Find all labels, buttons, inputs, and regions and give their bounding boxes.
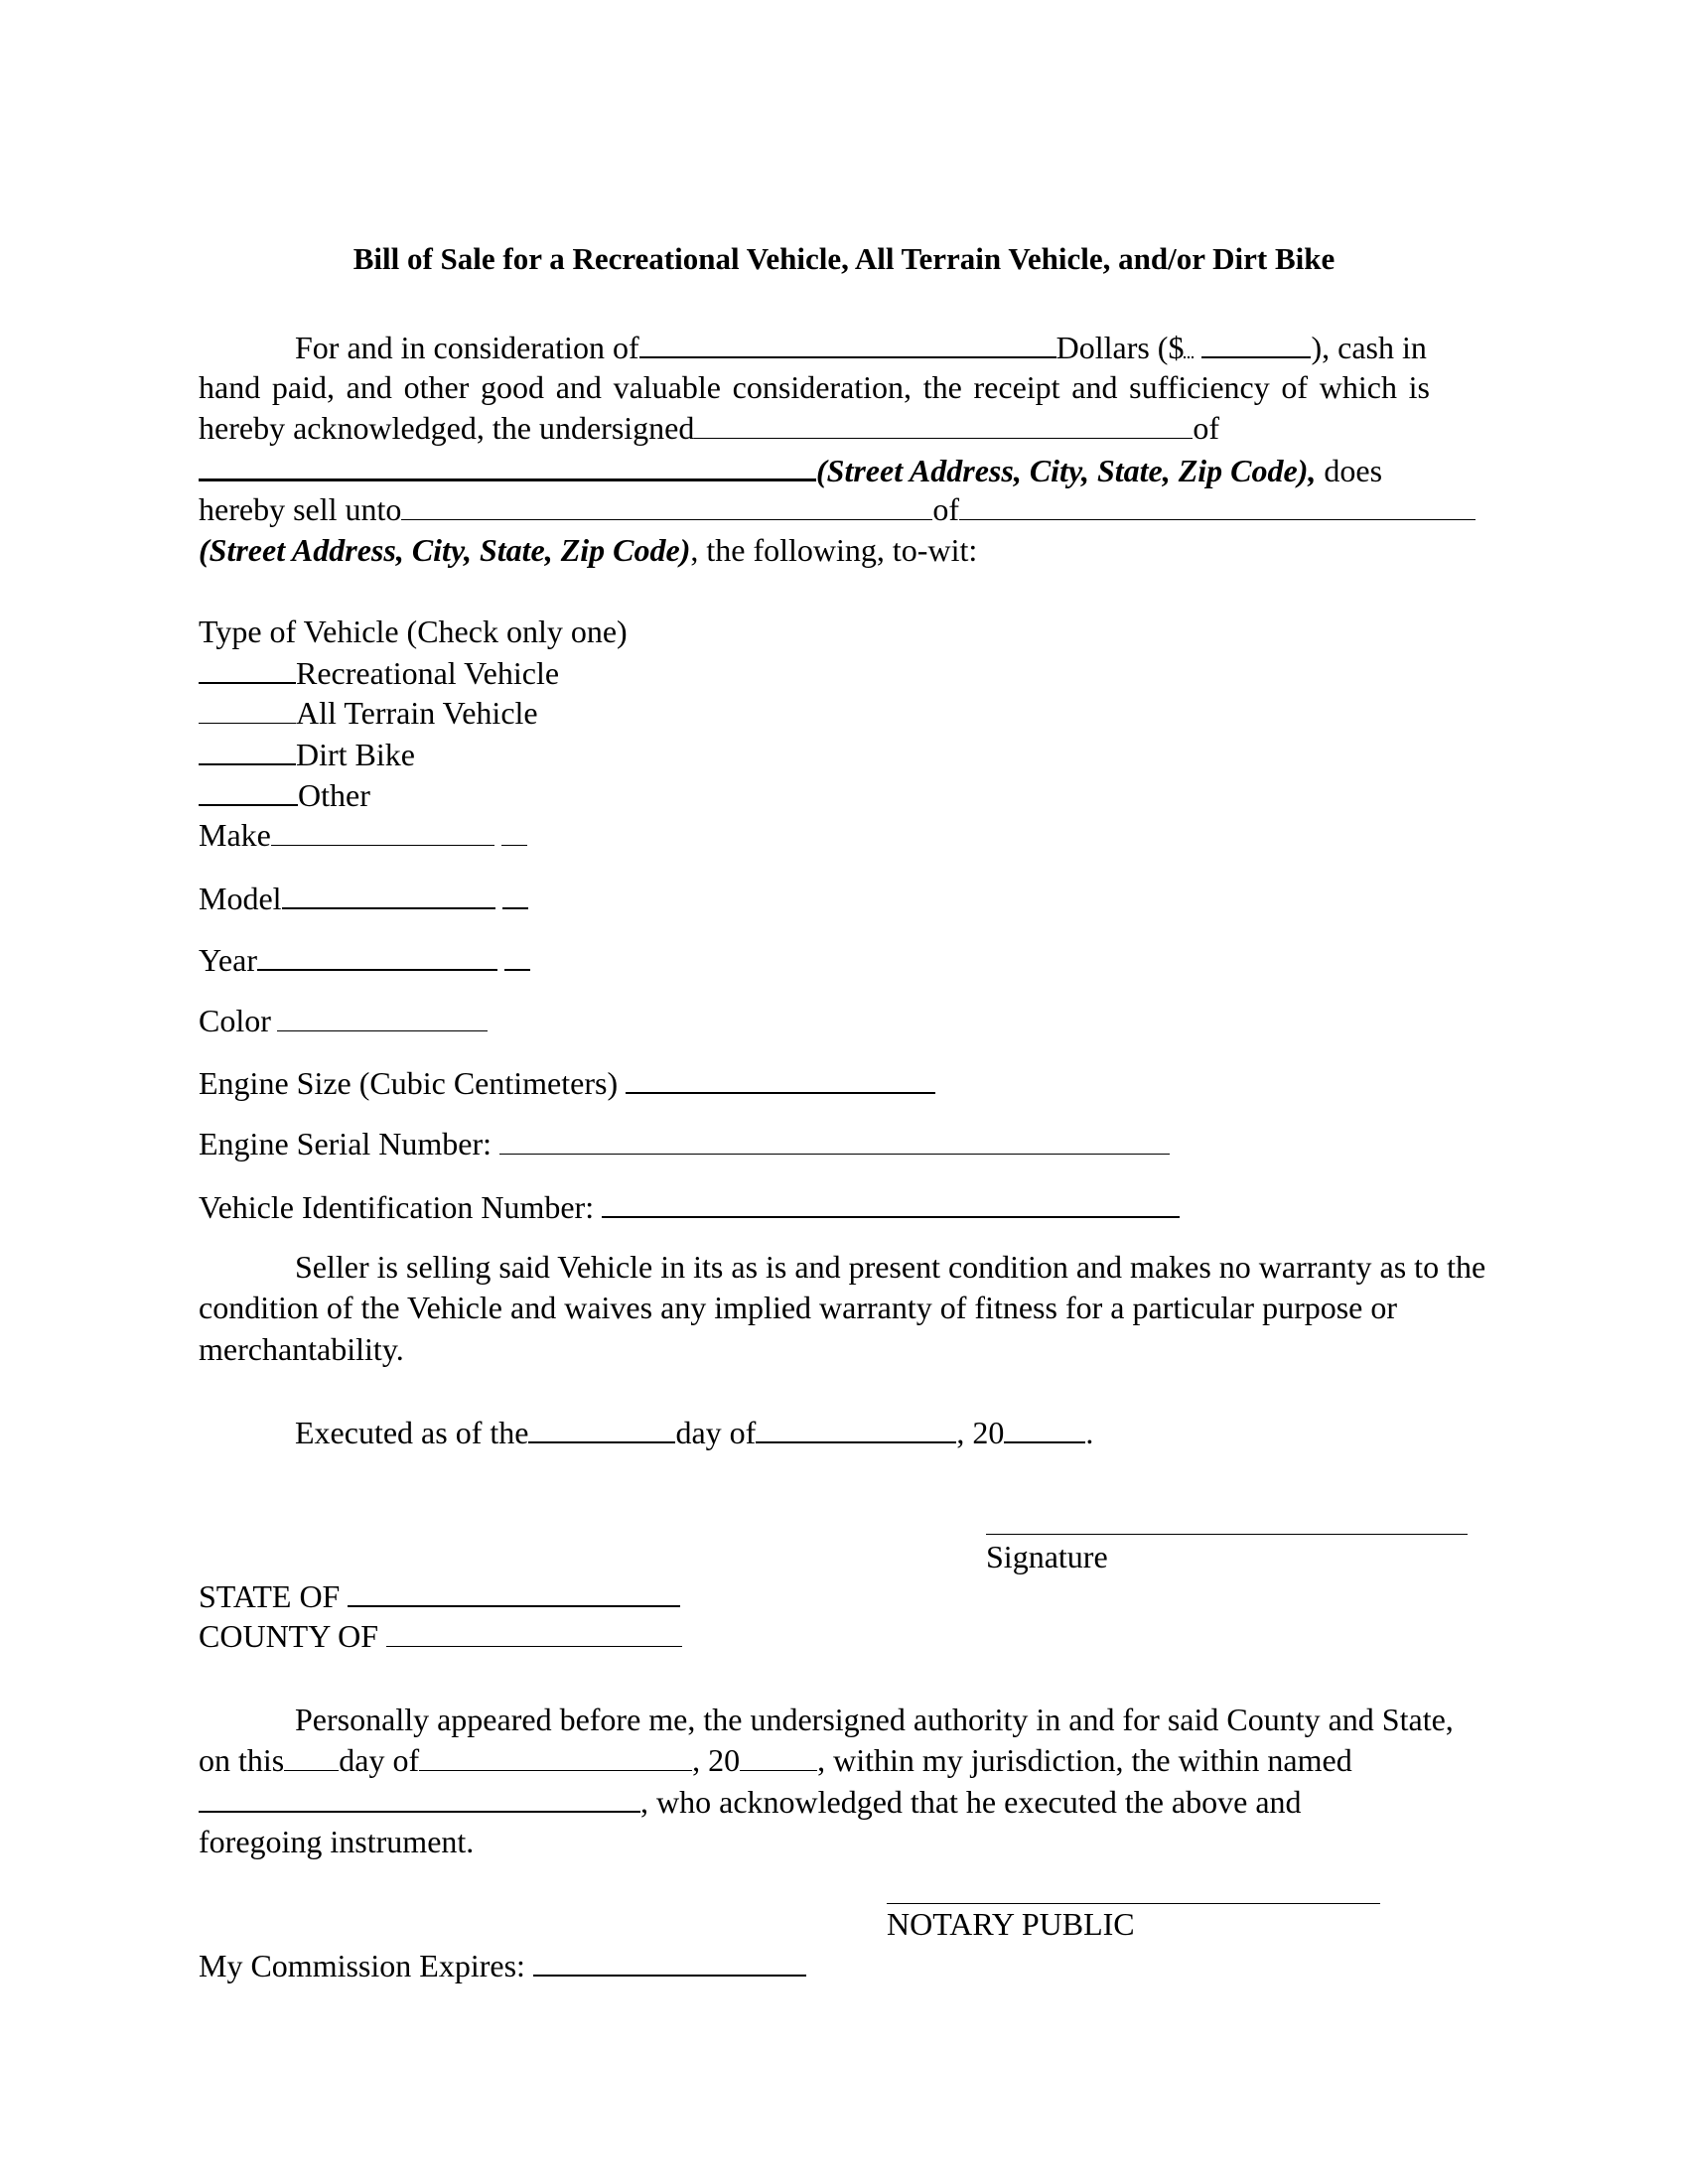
vin-label: Vehicle Identification Number: bbox=[199, 1189, 595, 1225]
acknowledged-text: hereby acknowledged, the undersigned bbox=[199, 410, 695, 446]
on-this-text: on this bbox=[199, 1742, 285, 1778]
warranty-line-3: merchantability. bbox=[199, 1331, 404, 1367]
buyer-name-field[interactable] bbox=[401, 493, 932, 520]
year-field-extra[interactable] bbox=[504, 943, 530, 971]
vehicle-option-atv bbox=[199, 697, 538, 729]
signature-label: Signature bbox=[986, 1539, 1108, 1574]
warranty-line-2: condition of the Vehicle and waives any implied warranty of fitness for a particular purpose or bbox=[199, 1290, 1398, 1325]
period-text: . bbox=[1085, 1415, 1094, 1450]
engine-serial-row bbox=[199, 1128, 1170, 1160]
state-label: STATE OF bbox=[199, 1578, 341, 1614]
vin-row bbox=[199, 1190, 1180, 1223]
make-label: Make bbox=[199, 817, 271, 853]
sell-unto-text: hereby sell unto bbox=[199, 491, 402, 527]
model-label: Model bbox=[199, 881, 282, 916]
commission-expires-field[interactable] bbox=[533, 1949, 806, 1977]
recreational-check-field[interactable] bbox=[199, 656, 296, 684]
county-label: COUNTY OF bbox=[199, 1618, 379, 1654]
executed-row bbox=[295, 1416, 1093, 1448]
day-of-text: day of bbox=[339, 1742, 420, 1778]
consideration-line-1 bbox=[295, 331, 1427, 363]
model-field-extra[interactable] bbox=[502, 882, 528, 909]
notary-public-label: NOTARY PUBLIC bbox=[887, 1906, 1135, 1942]
executed-year-field[interactable] bbox=[1004, 1416, 1085, 1443]
option-label: Dirt Bike bbox=[296, 737, 415, 772]
of-text: of bbox=[1193, 410, 1220, 446]
jurisdiction-text: , within my jurisdiction, the within named bbox=[817, 1742, 1352, 1778]
year-prefix-text: , 20 bbox=[956, 1415, 1005, 1450]
county-row bbox=[199, 1620, 682, 1652]
notary-line-3 bbox=[199, 1785, 1302, 1818]
commission-row bbox=[199, 1949, 806, 1981]
document-title: Bill of Sale for a Recreational Vehicle, All Terrain Vehicle, and/or Dirt Bike bbox=[352, 241, 1336, 276]
warranty-line-1: Seller is selling said Vehicle in its as is and present condition and makes no warranty as to the bbox=[295, 1249, 1486, 1285]
consideration-line-3 bbox=[199, 412, 1219, 444]
does-text: does bbox=[1316, 453, 1383, 488]
day-of-text: day of bbox=[675, 1415, 757, 1450]
executed-day-field[interactable] bbox=[528, 1416, 675, 1443]
signature-line[interactable] bbox=[986, 1534, 1468, 1535]
commission-label: My Commission Expires: bbox=[199, 1948, 525, 1983]
executed-text: Executed as of the bbox=[295, 1415, 529, 1450]
cash-in-text: ), cash in bbox=[1311, 330, 1427, 365]
make-row bbox=[199, 819, 527, 851]
engine-serial-label: Engine Serial Number: bbox=[199, 1126, 492, 1161]
dirt-bike-check-field[interactable] bbox=[199, 738, 296, 765]
consideration-line-5 bbox=[199, 493, 1476, 525]
engine-size-row bbox=[199, 1066, 935, 1099]
make-field[interactable] bbox=[271, 819, 494, 846]
color-label: Color bbox=[199, 1003, 271, 1038]
executed-month-field[interactable] bbox=[756, 1416, 956, 1443]
state-field[interactable] bbox=[348, 1579, 680, 1607]
amount-words-field[interactable] bbox=[639, 331, 1056, 358]
atv-check-field[interactable] bbox=[199, 697, 296, 724]
engine-size-label: Engine Size (Cubic Centimeters) bbox=[199, 1065, 619, 1101]
notary-signature-line[interactable] bbox=[887, 1903, 1380, 1904]
vin-field[interactable] bbox=[602, 1190, 1180, 1218]
acknowledged-text: , who acknowledged that he executed the above and bbox=[640, 1784, 1302, 1820]
notary-line-2 bbox=[199, 1744, 1352, 1776]
notary-line-1: Personally appeared before me, the undersigned authority in and for said County and State, bbox=[295, 1702, 1454, 1737]
consideration-line-2: hand paid, and other good and valuable consideration, the receipt and sufficiency of which is bbox=[199, 369, 1430, 405]
other-check-field[interactable] bbox=[199, 778, 298, 806]
engine-size-field[interactable] bbox=[626, 1066, 935, 1094]
buyer-address-label: (Street Address, City, State, Zip Code) bbox=[199, 532, 691, 568]
year-label: Year bbox=[199, 942, 257, 978]
consideration-text: For and in consideration of bbox=[295, 330, 639, 365]
option-label: Recreational Vehicle bbox=[296, 655, 560, 691]
county-field[interactable] bbox=[386, 1620, 682, 1647]
model-field[interactable] bbox=[282, 882, 495, 909]
state-row bbox=[199, 1579, 680, 1612]
make-field-extra[interactable] bbox=[501, 819, 527, 846]
color-field[interactable] bbox=[277, 1005, 488, 1031]
of-text-2: of bbox=[932, 491, 960, 527]
year-field[interactable] bbox=[257, 943, 497, 971]
consideration-line-4 bbox=[199, 453, 1382, 486]
amount-number-field[interactable] bbox=[1201, 331, 1311, 358]
to-wit-text: , the following, to-wit: bbox=[690, 532, 978, 568]
seller-address-label: (Street Address, City, State, Zip Code), bbox=[816, 453, 1317, 488]
vehicle-option-recreational bbox=[199, 656, 559, 689]
option-label: Other bbox=[298, 777, 370, 813]
notary-day-field[interactable] bbox=[284, 1744, 339, 1771]
seller-address-field[interactable] bbox=[199, 453, 816, 481]
option-label: All Terrain Vehicle bbox=[296, 695, 538, 731]
vehicle-type-heading: Type of Vehicle (Check only one) bbox=[199, 614, 628, 649]
vehicle-option-other bbox=[199, 778, 370, 811]
model-row bbox=[199, 882, 528, 914]
blank-mark bbox=[1184, 331, 1194, 358]
named-person-field[interactable] bbox=[199, 1785, 640, 1813]
color-row bbox=[199, 1005, 488, 1036]
consideration-line-6 bbox=[199, 534, 977, 566]
notary-month-field[interactable] bbox=[419, 1744, 692, 1771]
year-prefix-text: , 20 bbox=[692, 1742, 741, 1778]
vehicle-option-dirt-bike bbox=[199, 738, 415, 770]
engine-serial-field[interactable] bbox=[499, 1128, 1170, 1155]
seller-name-field[interactable] bbox=[694, 412, 1193, 439]
buyer-address-field[interactable] bbox=[959, 493, 1476, 520]
notary-line-4: foregoing instrument. bbox=[199, 1824, 475, 1859]
year-row bbox=[199, 943, 530, 976]
notary-year-field[interactable] bbox=[740, 1744, 817, 1771]
dollars-text: Dollars ($ bbox=[1055, 330, 1185, 365]
